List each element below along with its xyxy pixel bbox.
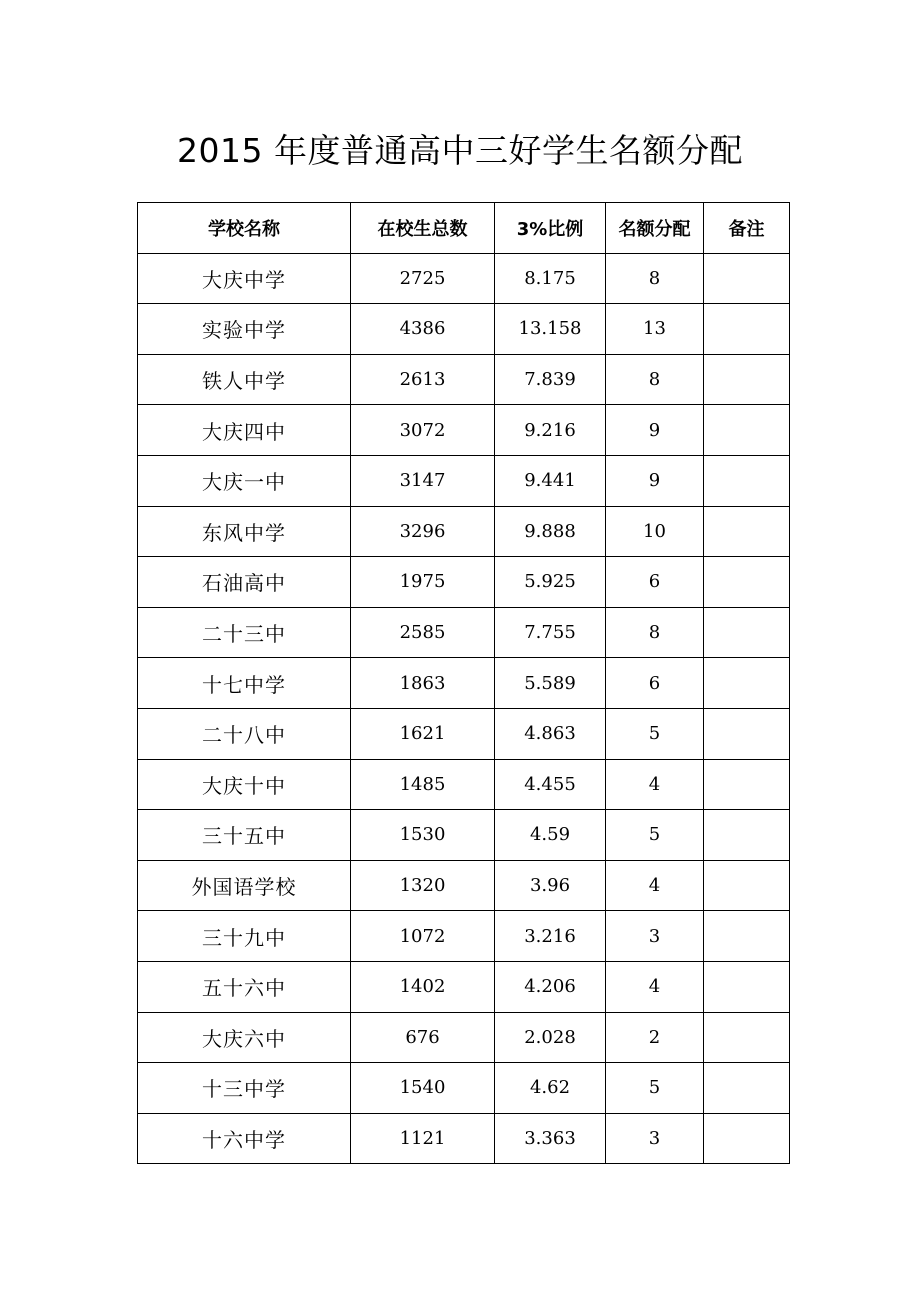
school-name-cell: 二十八中 — [138, 708, 351, 759]
school-name-cell: 大庆一中 — [138, 455, 351, 506]
school-name-cell: 实验中学 — [138, 304, 351, 355]
table-row — [138, 506, 790, 557]
note-cell — [704, 304, 790, 355]
total-students-cell: 2585 — [351, 607, 495, 658]
ratio-cell: 3.216 — [495, 911, 606, 962]
quota-cell: 13 — [606, 304, 704, 355]
ratio-cell: 8.175 — [495, 253, 606, 304]
school-name-cell: 十六中学 — [138, 1113, 351, 1164]
ratio-cell: 4.455 — [495, 759, 606, 810]
page-title: 2015 年度普通高中三好学生名额分配 — [177, 131, 743, 170]
total-students-cell: 2613 — [351, 354, 495, 405]
total-students-cell: 1121 — [351, 1113, 495, 1164]
total-students-cell: 1485 — [351, 759, 495, 810]
table-row — [138, 911, 790, 962]
ratio-cell: 4.62 — [495, 1063, 606, 1114]
quota-cell: 5 — [606, 708, 704, 759]
school-name-cell: 十七中学 — [138, 658, 351, 709]
ratio-cell: 4.59 — [495, 810, 606, 861]
quota-cell: 4 — [606, 759, 704, 810]
quota-cell: 9 — [606, 455, 704, 506]
quota-cell: 4 — [606, 860, 704, 911]
ratio-cell: 9.888 — [495, 506, 606, 557]
school-name-cell: 大庆中学 — [138, 253, 351, 304]
ratio-cell: 5.589 — [495, 658, 606, 709]
total-students-cell: 3072 — [351, 405, 495, 456]
school-name-cell: 石油高中 — [138, 557, 351, 608]
quota-cell: 2 — [606, 1012, 704, 1063]
quota-cell: 9 — [606, 405, 704, 456]
note-cell — [704, 506, 790, 557]
school-name-cell: 三十五中 — [138, 810, 351, 861]
ratio-cell: 9.441 — [495, 455, 606, 506]
ratio-cell: 9.216 — [495, 405, 606, 456]
quota-cell: 6 — [606, 658, 704, 709]
ratio-cell: 3.363 — [495, 1113, 606, 1164]
note-cell — [704, 860, 790, 911]
header-total-students: 在校生总数 — [351, 203, 495, 254]
header-school-name: 学校名称 — [138, 203, 351, 254]
total-students-cell: 676 — [351, 1012, 495, 1063]
header-row — [138, 203, 790, 254]
total-students-cell: 1863 — [351, 658, 495, 709]
table-row — [138, 1063, 790, 1114]
note-cell — [704, 1063, 790, 1114]
total-students-cell: 3147 — [351, 455, 495, 506]
school-name-cell: 铁人中学 — [138, 354, 351, 405]
ratio-cell: 2.028 — [495, 1012, 606, 1063]
table-row — [138, 759, 790, 810]
quota-cell: 8 — [606, 253, 704, 304]
school-name-cell: 大庆四中 — [138, 405, 351, 456]
total-students-cell: 1320 — [351, 860, 495, 911]
note-cell — [704, 405, 790, 456]
school-name-cell: 大庆十中 — [138, 759, 351, 810]
school-name-cell: 大庆六中 — [138, 1012, 351, 1063]
note-cell — [704, 354, 790, 405]
table-row — [138, 708, 790, 759]
quota-cell: 8 — [606, 354, 704, 405]
note-cell — [704, 759, 790, 810]
quota-cell: 5 — [606, 1063, 704, 1114]
quota-cell: 3 — [606, 1113, 704, 1164]
school-name-cell: 外国语学校 — [138, 860, 351, 911]
header-ratio: 3%比例 — [495, 203, 606, 254]
table-row — [138, 658, 790, 709]
note-cell — [704, 810, 790, 861]
header-note: 备注 — [704, 203, 790, 254]
note-cell — [704, 1012, 790, 1063]
ratio-cell: 13.158 — [495, 304, 606, 355]
ratio-cell: 3.96 — [495, 860, 606, 911]
table-row — [138, 557, 790, 608]
table-row — [138, 1012, 790, 1063]
total-students-cell: 1402 — [351, 961, 495, 1012]
school-name-cell: 十三中学 — [138, 1063, 351, 1114]
school-name-cell: 二十三中 — [138, 607, 351, 658]
table-row — [138, 860, 790, 911]
quota-cell: 3 — [606, 911, 704, 962]
table-row — [138, 1113, 790, 1164]
table-row — [138, 961, 790, 1012]
ratio-cell: 4.863 — [495, 708, 606, 759]
table-row — [138, 405, 790, 456]
ratio-cell: 4.206 — [495, 961, 606, 1012]
table-row — [138, 455, 790, 506]
table-row — [138, 810, 790, 861]
total-students-cell: 1072 — [351, 911, 495, 962]
school-name-cell: 五十六中 — [138, 961, 351, 1012]
note-cell — [704, 557, 790, 608]
quota-cell: 5 — [606, 810, 704, 861]
note-cell — [704, 253, 790, 304]
ratio-cell: 7.839 — [495, 354, 606, 405]
note-cell — [704, 911, 790, 962]
note-cell — [704, 658, 790, 709]
table-row — [138, 354, 790, 405]
school-name-cell: 三十九中 — [138, 911, 351, 962]
quota-cell: 6 — [606, 557, 704, 608]
table-row — [138, 607, 790, 658]
school-name-cell: 东风中学 — [138, 506, 351, 557]
table-row — [138, 253, 790, 304]
table-body — [138, 253, 790, 1164]
total-students-cell: 1540 — [351, 1063, 495, 1114]
header-quota: 名额分配 — [606, 203, 704, 254]
ratio-cell: 7.755 — [495, 607, 606, 658]
quota-cell: 8 — [606, 607, 704, 658]
total-students-cell: 2725 — [351, 253, 495, 304]
total-students-cell: 1530 — [351, 810, 495, 861]
total-students-cell: 1621 — [351, 708, 495, 759]
note-cell — [704, 961, 790, 1012]
note-cell — [704, 607, 790, 658]
quota-cell: 10 — [606, 506, 704, 557]
note-cell — [704, 455, 790, 506]
note-cell — [704, 708, 790, 759]
table-row — [138, 304, 790, 355]
total-students-cell: 4386 — [351, 304, 495, 355]
quota-table — [137, 202, 790, 1164]
note-cell — [704, 1113, 790, 1164]
total-students-cell: 3296 — [351, 506, 495, 557]
quota-cell: 4 — [606, 961, 704, 1012]
table-header — [138, 203, 790, 254]
total-students-cell: 1975 — [351, 557, 495, 608]
ratio-cell: 5.925 — [495, 557, 606, 608]
